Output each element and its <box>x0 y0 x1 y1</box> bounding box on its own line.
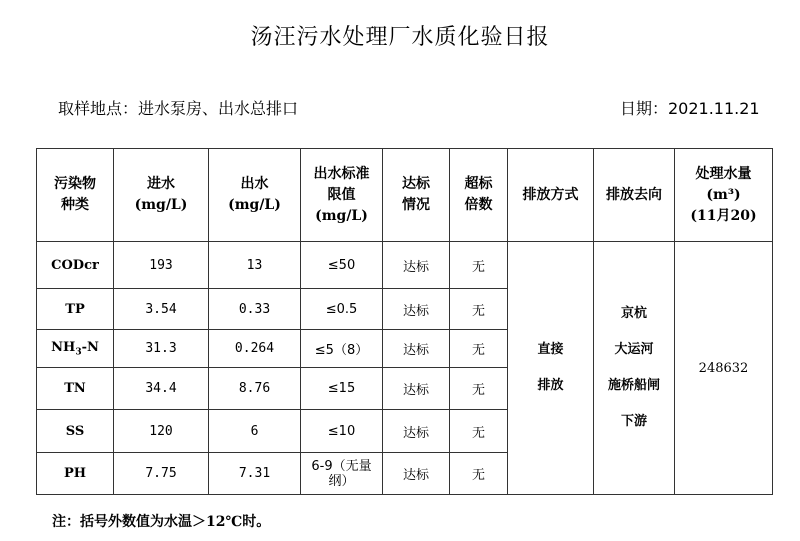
outflow-value: 13 <box>209 242 301 289</box>
exceed-value: 无 <box>450 410 508 453</box>
outflow-value: 0.33 <box>209 289 301 330</box>
discharge-method-value: 直接 排放 <box>508 242 594 495</box>
exceed-value: 无 <box>450 330 508 368</box>
inflow-value: 193 <box>114 242 209 289</box>
status-value: 达标 <box>383 453 450 495</box>
limit-value: ≤5（8） <box>301 330 383 368</box>
header-discharge-method: 排放方式 <box>508 149 594 242</box>
footnote: 注：括号外数值为水温＞12℃时。 <box>52 514 271 530</box>
outflow-value: 7.31 <box>209 453 301 495</box>
pollutant-name: CODcr <box>37 242 114 289</box>
header-inflow: 进水 (mg/L) <box>114 149 209 242</box>
outflow-value: 0.264 <box>209 330 301 368</box>
exceed-value: 无 <box>450 453 508 495</box>
pollutant-name: TN <box>37 368 114 410</box>
status-value: 达标 <box>383 368 450 410</box>
exceed-value: 无 <box>450 368 508 410</box>
limit-value: ≤15 <box>301 368 383 410</box>
limit-value: 6-9（无量 纲） <box>301 453 383 495</box>
limit-value: ≤0.5 <box>301 289 383 330</box>
discharge-destination-value: 京杭 大运河 施桥船闸 下游 <box>594 242 675 495</box>
inflow-value: 34.4 <box>114 368 209 410</box>
header-status: 达标 情况 <box>383 149 450 242</box>
pollutant-name: SS <box>37 410 114 453</box>
status-value: 达标 <box>383 330 450 368</box>
header-exceed: 超标 倍数 <box>450 149 508 242</box>
limit-value: ≤50 <box>301 242 383 289</box>
pollutant-name: PH <box>37 453 114 495</box>
pollutant-name: $NH_3-N$ <box>37 330 114 368</box>
inflow-value: 3.54 <box>114 289 209 330</box>
header-volume: 处理水量 (m³) (11月20) <box>675 149 773 242</box>
header-row <box>37 149 773 242</box>
limit-value: ≤10 <box>301 410 383 453</box>
outflow-value: 8.76 <box>209 368 301 410</box>
status-value: 达标 <box>383 410 450 453</box>
status-value: 达标 <box>383 242 450 289</box>
exceed-value: 无 <box>450 242 508 289</box>
outflow-value: 6 <box>209 410 301 453</box>
inflow-value: 120 <box>114 410 209 453</box>
pollutant-name: TP <box>37 289 114 330</box>
water-quality-table <box>36 148 773 495</box>
table-row <box>37 242 773 289</box>
header-outflow: 出水 (mg/L) <box>209 149 301 242</box>
header-limit: 出水标准 限值 (mg/L) <box>301 149 383 242</box>
report-date: 日期：2021.11.21 <box>620 99 760 118</box>
status-value: 达标 <box>383 289 450 330</box>
header-discharge-destination: 排放去向 <box>594 149 675 242</box>
header-pollutant: 污染物 种类 <box>37 149 114 242</box>
sampling-location: 取样地点：进水泵房、出水总排口 <box>58 99 299 118</box>
exceed-value: 无 <box>450 289 508 330</box>
inflow-value: 31.3 <box>114 330 209 368</box>
inflow-value: 7.75 <box>114 453 209 495</box>
volume-value: 248632 <box>675 242 773 495</box>
report-title: 汤汪污水处理厂水质化验日报 <box>250 25 550 50</box>
